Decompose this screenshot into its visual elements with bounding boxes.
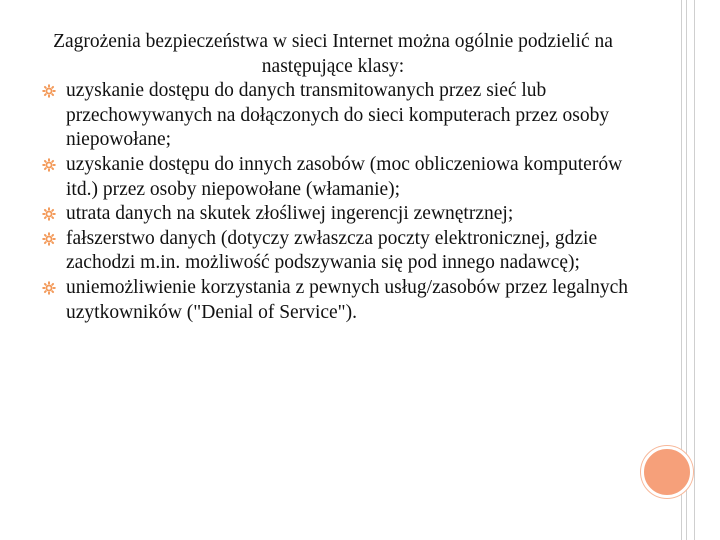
slide-content [38,30,638,325]
threat-list [38,79,638,325]
list-item [38,227,638,276]
list-item [38,276,638,325]
sun-bullet-icon [42,232,56,246]
sun-bullet-icon [42,281,56,295]
list-item-text: uzyskanie dostępu do danych transmitowanych przez sieć lub przechowywanych na dołączonych do sieci komputerach przez osoby niepowołane; [66,80,610,151]
sun-bullet-icon [42,84,56,98]
list-item [38,79,638,153]
list-item [38,153,638,202]
list-item-text: fałszerstwo danych (dotyczy zwłaszcza poczty elektronicznej, gdzie zachodzi m.in. możliwość podszywania się pod innego nadawcę); [66,227,598,274]
intro-text: Zagrożenia bezpieczeństwa w sieci Internet można ogólnie podzielić na następujące klasy: [53,31,613,77]
sun-bullet-icon [42,158,56,172]
decorative-circle [641,446,693,498]
list-item-text: utrata danych na skutek złośliwej ingerencji zewnętrznej; [66,203,514,225]
list-item-text: uzyskanie dostępu do innych zasobów (moc obliczeniowa komputerów itd.) przez osoby niepowołane (włamanie); [66,153,623,200]
list-item [38,202,638,227]
sun-bullet-icon [42,207,56,221]
list-item-text: uniemożliwienie korzystania z pewnych usług/zasobów przez legalnych uzytkowników ("Denial of Service"). [66,276,629,323]
decorative-rail-line [694,0,695,540]
